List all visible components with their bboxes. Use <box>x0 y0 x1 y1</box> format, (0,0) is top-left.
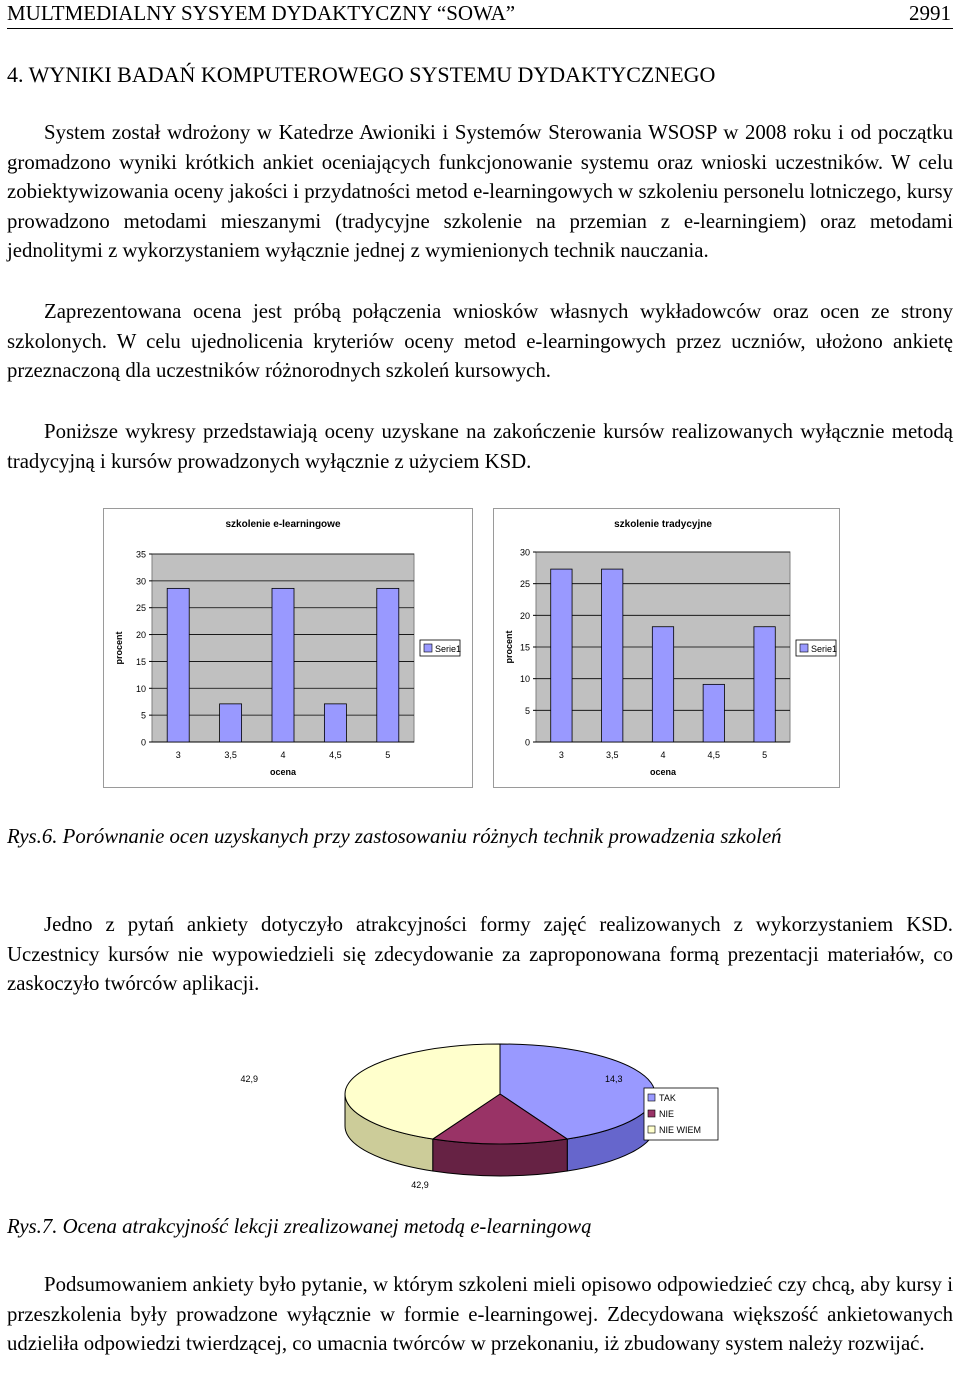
y-tick-label: 15 <box>519 642 530 653</box>
y-tick-label: 5 <box>140 710 146 721</box>
paragraph-5-text: Podsumowaniem ankiety było pytanie, w którym szkoleni mieli opisowo odpowiedzieć czy chcą, aby kursy i przeszkolenia były prowadzone wyłącznie w formie e-learningowej. Zdecydowana większość ankietowanych udzieliła odpowiedzi twierdzącej, co umacnia twórców w przekonaniu, iż zbudowany system należy rozwijać. <box>7 1273 953 1356</box>
y-tick-label: 35 <box>135 549 146 560</box>
page-number: 2991 <box>909 1 951 25</box>
bar <box>220 704 242 742</box>
y-axis-label: procent <box>504 630 514 664</box>
pie-legend-label: NIE WIEM <box>659 1125 701 1135</box>
bar <box>551 569 572 742</box>
figure-6-caption: Rys.6. Porównanie ocen uzyskanych przy zastosowaniu różnych technik prowadzenia szkoleń <box>7 825 782 848</box>
y-tick-label: 30 <box>135 576 146 587</box>
running-header <box>7 0 953 29</box>
bar <box>167 588 189 742</box>
paragraph-3 <box>7 417 953 476</box>
x-tick-label: 5 <box>762 750 768 760</box>
section-heading: 4. WYNIKI BADAŃ KOMPUTEROWEGO SYSTEMU DYDAKTYCZNEGO <box>7 62 716 87</box>
pie-legend-swatch <box>648 1126 655 1133</box>
paragraph-3-text: Poniższe wykresy przedstawiają oceny uzyskane na zakończenie kursów realizowanych wyłącznie metodą tradycyjną i kursów prowadzonych wyłącznie z użyciem KSD. <box>7 420 953 473</box>
pie-legend-swatch <box>648 1094 655 1101</box>
y-tick-label: 15 <box>135 656 146 667</box>
pie-legend-label: NIE <box>659 1109 675 1119</box>
chart-title: szkolenie e-learningowe <box>225 519 341 530</box>
pie-data-label: 14,3 <box>605 1074 623 1084</box>
paragraph-4 <box>7 910 953 999</box>
y-tick-label: 10 <box>519 674 530 685</box>
x-tick-label: 4 <box>660 750 666 760</box>
bar <box>272 588 294 742</box>
running-title: MULTMEDIALNY SYSYEM DYDAKTYCZNY “SOWA” <box>7 1 516 25</box>
y-tick-label: 25 <box>135 603 146 614</box>
pie-legend-label: TAK <box>659 1093 676 1103</box>
legend-swatch <box>800 644 808 652</box>
figure-7-caption: Rys.7. Ocena atrakcyjność lekcji zrealizowanej metodą e-learningową <box>7 1215 592 1238</box>
pie-data-label: 42,9 <box>240 1074 258 1084</box>
x-tick-label: 4 <box>280 750 286 760</box>
x-tick-label: 3 <box>175 750 181 760</box>
x-tick-label: 3,5 <box>605 750 619 760</box>
paragraph-4-text: Jedno z pytań ankiety dotyczyło atrakcyjności formy zajęć realizowanych z wykorzystaniem KSD. Uczestnicy kursów nie wypowiedzieli się zdecydowanie za zaproponowana formą prezentacji materiałów, co zaskoczyło twórców aplikacji. <box>7 913 953 996</box>
x-tick-label: 3,5 <box>224 750 237 760</box>
y-tick-label: 5 <box>524 705 530 716</box>
y-tick-label: 0 <box>140 737 146 748</box>
paragraph-5 <box>7 1270 953 1359</box>
pie-slice-side <box>433 1139 568 1176</box>
pie-data-label: 42,9 <box>411 1180 429 1190</box>
bar <box>703 684 724 742</box>
pie-legend-swatch <box>648 1110 655 1117</box>
bar <box>377 588 399 742</box>
x-tick-label: 4,5 <box>707 750 721 760</box>
legend-swatch <box>424 644 432 652</box>
paragraph-1-text: System został wdrożony w Katedrze Awioniki i Systemów Sterowania WSOSP w 2008 roku i od początku gromadzono wyniki krótkich ankiet oceniających funkcjonowanie systemu oraz wnioski uczestników. W celu zobiektywizowania oceny jakości i przydatności metod e-learningowych w szkoleniu personelu lotniczego, kursy prowadzono metodami mieszanymi (tradycyjne szkolenie na przemian z e-learningiem) oraz metodami jednolitymi z wykorzystaniem wyłącznie jednej z wymienionych technik nauczania. <box>7 121 953 263</box>
bar <box>652 627 673 742</box>
y-tick-label: 25 <box>519 579 530 590</box>
y-tick-label: 20 <box>519 610 530 621</box>
bar <box>324 704 346 742</box>
y-tick-label: 30 <box>519 547 530 558</box>
paragraph-2 <box>7 297 953 386</box>
bar <box>754 627 775 742</box>
chart-traditional <box>493 508 840 788</box>
x-tick-label: 5 <box>385 750 391 760</box>
chart-elearning <box>103 508 473 788</box>
x-tick-label: 4,5 <box>329 750 342 760</box>
legend-label: Serie1 <box>435 644 462 654</box>
bar <box>602 569 623 742</box>
y-tick-label: 0 <box>524 737 530 748</box>
y-tick-label: 20 <box>135 630 146 641</box>
paragraph-1 <box>7 118 953 266</box>
y-axis-label: procent <box>114 631 124 665</box>
chart-traditional-svg <box>494 509 839 787</box>
x-axis-label: ocena <box>649 767 677 777</box>
legend-label: Serie1 <box>811 644 838 654</box>
x-tick-label: 3 <box>558 750 564 760</box>
x-axis-label: ocena <box>269 767 297 777</box>
y-tick-label: 10 <box>135 683 146 694</box>
chart-title: szkolenie tradycyjne <box>614 519 712 530</box>
paragraph-2-text: Zaprezentowana ocena jest próbą połączenia wniosków własnych wykładowców oraz ocen ze strony szkolonych. W celu ujednolicenia kryteriów oceny metod e-learningowych przez uczniów, ułożono ankietę przeznaczoną dla uczestników różnorodnych szkoleń kursowych. <box>7 300 953 383</box>
chart-elearning-svg <box>104 509 472 787</box>
chart-attractiveness-pie <box>230 1036 770 1196</box>
